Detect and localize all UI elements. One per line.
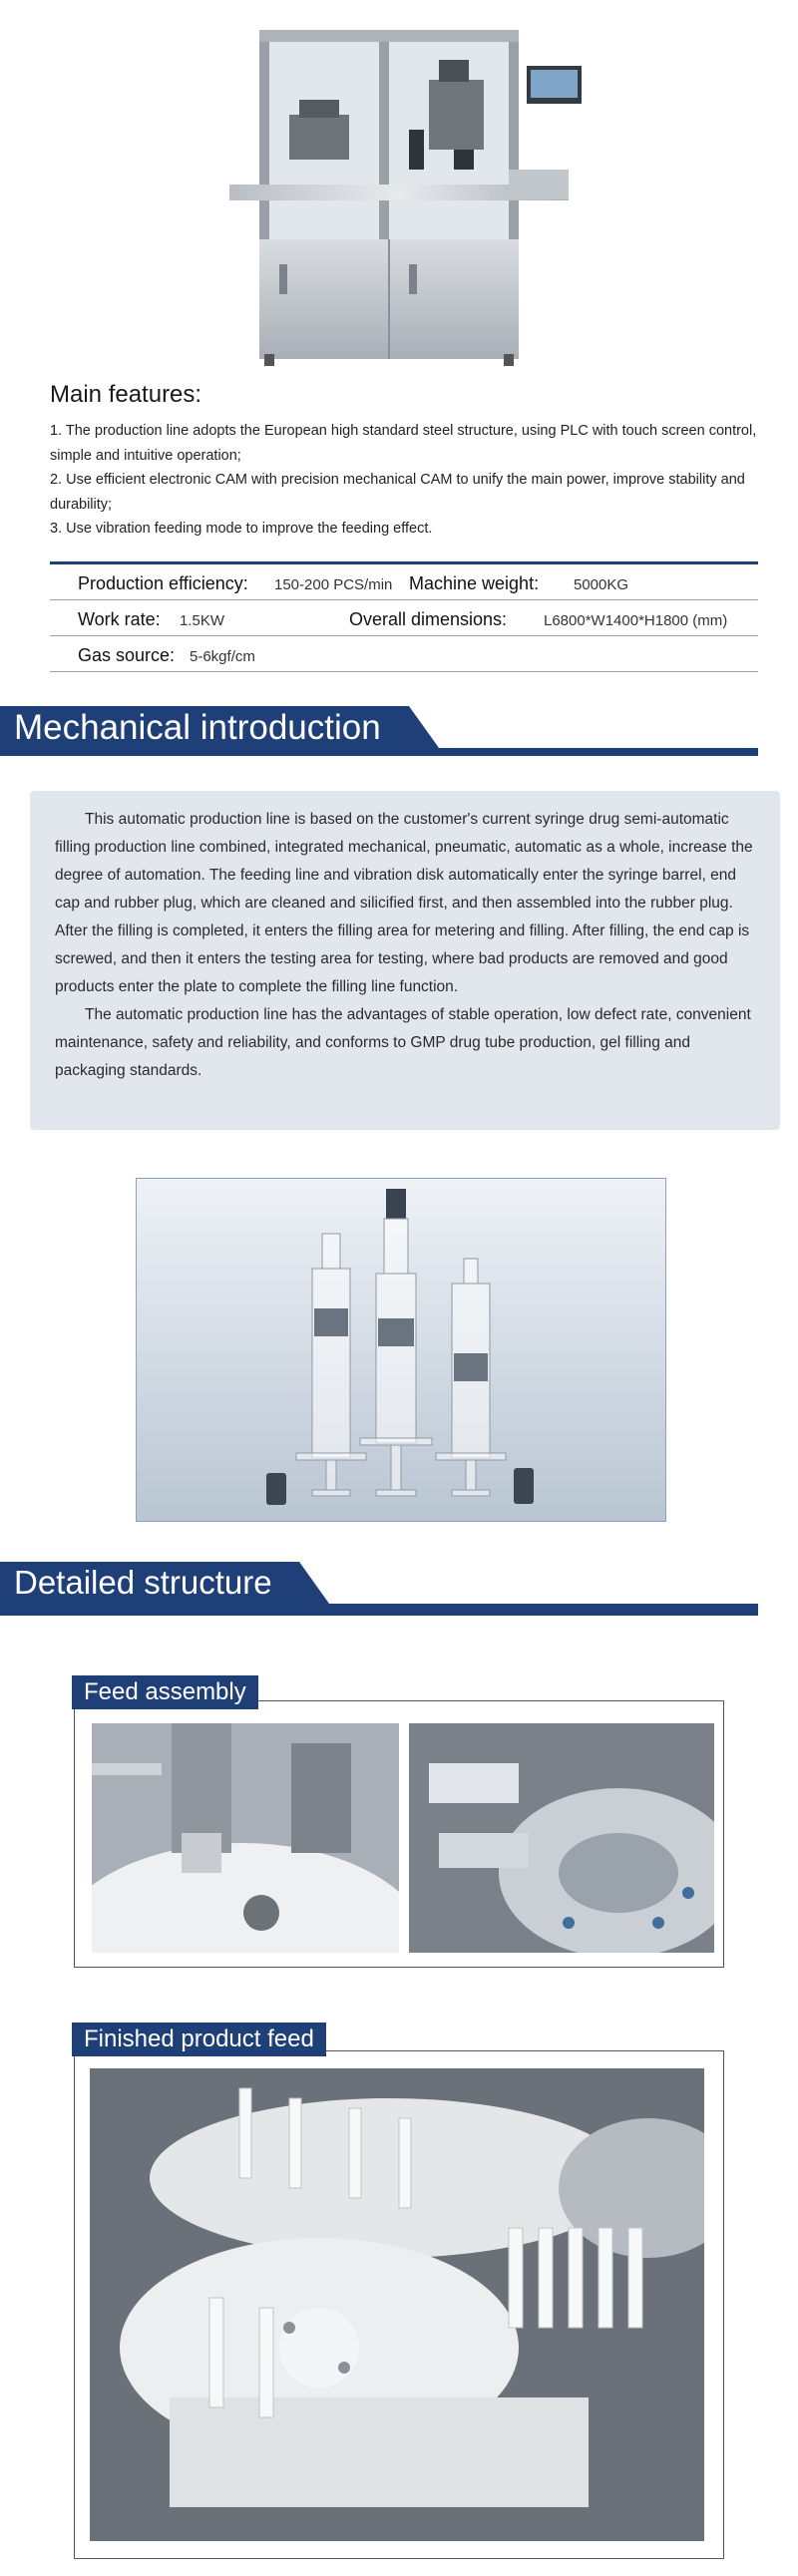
work-rate-value: 1.5KW xyxy=(180,612,225,629)
feed-assembly-photo-right xyxy=(409,1723,714,1953)
spec-row xyxy=(50,600,758,636)
intro-text xyxy=(55,806,758,1085)
features-list xyxy=(50,419,758,542)
finished-feed-photo xyxy=(90,2068,704,2541)
work-rate-label: Work rate: xyxy=(78,609,161,629)
detailed-title: Detailed structure xyxy=(14,1564,272,1601)
dimensions-label: Overall dimensions: xyxy=(349,609,508,629)
weight-value: 5000KG xyxy=(574,576,629,593)
feature-item: 1. The production line adopts the European high standard steel structure, using PLC with touch screen control, simple and intuitive operation; xyxy=(50,423,757,464)
spec-row xyxy=(50,636,758,672)
features-title: Main features: xyxy=(50,381,202,408)
intro-paragraph: This automatic production line is based on the customer's current syringe drug semi-automatic filling production line combined, integrated mechanical, pneumatic, automatic as a whole, increase the degree of automation. The feeding line and vibration disk automatically enter the syringe barrel, end cap and rubber plug, which are cleaned and silicified first, and then assembled into the rubber plug. After the filling is completed, it enters the filling area for metering and filling. After filling, the end cap is screwed, and then it enters the testing area for testing, where bad products are removed and good products enter the plate to complete the filling line function. xyxy=(55,811,753,995)
feature-item: 3. Use vibration feeding mode to improve the feeding effect. xyxy=(50,521,433,537)
machine-photo xyxy=(209,20,589,369)
efficiency-label: Production efficiency: xyxy=(78,573,248,593)
efficiency-value: 150-200 PCS/min xyxy=(274,576,393,593)
syringe-photo xyxy=(136,1178,666,1522)
feed-assembly-label: Feed assembly xyxy=(72,1675,258,1709)
finished-feed-label: Finished product feed xyxy=(72,2023,326,2056)
intro-paragraph: The automatic production line has the advantages of stable operation, low defect rate, convenient maintenance, safety and reliability, and conforms to GMP drug tube production, gel filling and packaging standards. xyxy=(55,1006,751,1079)
gas-label: Gas source: xyxy=(78,645,176,665)
spec-row xyxy=(50,564,758,600)
feature-item: 2. Use efficient electronic CAM with precision mechanical CAM to unify the main power, improve stability and durability; xyxy=(50,472,745,513)
dimensions-value: L6800*W1400*H1800 (mm) xyxy=(544,612,728,629)
weight-label: Machine weight: xyxy=(409,573,540,593)
gas-value: 5-6kgf/cm xyxy=(190,648,255,665)
feed-assembly-photo-left xyxy=(92,1723,399,1953)
mechanical-title: Mechanical introduction xyxy=(14,708,381,747)
